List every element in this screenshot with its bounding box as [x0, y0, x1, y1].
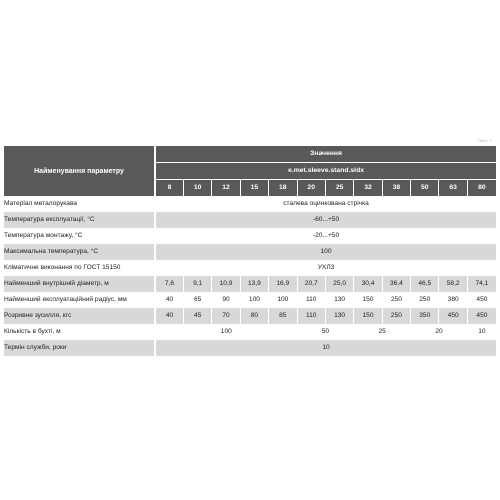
parameter-value: 110	[297, 308, 325, 324]
table-row	[4, 308, 496, 324]
parameter-value: 45	[183, 308, 211, 324]
parameter-value: -60...+50	[155, 212, 496, 228]
parameter-value: 85	[269, 308, 297, 324]
size-header: 18	[269, 180, 297, 197]
size-header: 25	[325, 180, 353, 197]
parameter-value: 20	[411, 324, 468, 340]
parameter-label: Матеріал металорукава	[4, 196, 155, 212]
parameter-value: 450	[439, 308, 467, 324]
parameter-value: 65	[183, 292, 211, 308]
parameter-value: 10	[467, 324, 496, 340]
size-header: 80	[467, 180, 496, 197]
parameter-value: 40	[155, 292, 183, 308]
parameter-value: 450	[467, 292, 496, 308]
parameter-value: сталева оцинкована стрічка	[155, 196, 496, 212]
parameter-value: 30,4	[354, 276, 382, 292]
parameter-value: 13,9	[240, 276, 268, 292]
parameter-label: Найменший експлуатаційний радіус, мм	[4, 292, 155, 308]
parameter-value: 74,1	[467, 276, 496, 292]
parameter-value: 80	[240, 308, 268, 324]
parameter-value: 90	[212, 292, 240, 308]
table-row	[4, 260, 496, 276]
parameter-value: 130	[325, 308, 353, 324]
parameter-value: 16,9	[269, 276, 297, 292]
parameter-value: 250	[382, 292, 410, 308]
parameter-value: 250	[382, 308, 410, 324]
parameter-value: 25,0	[325, 276, 353, 292]
parameter-value: 20,7	[297, 276, 325, 292]
size-header: 10	[183, 180, 211, 197]
parameter-value: 100	[155, 324, 297, 340]
table-row	[4, 324, 496, 340]
parameter-value: 110	[297, 292, 325, 308]
file-name-header: e.met.sleeve.stand.sldx	[155, 163, 496, 180]
parameter-label: Максимальна температура, °С	[4, 244, 155, 260]
size-header: 32	[354, 180, 382, 197]
table-row	[4, 244, 496, 260]
parameter-value: 350	[411, 308, 439, 324]
parameter-value: 46,5	[411, 276, 439, 292]
parameter-value: 10	[155, 340, 496, 356]
parameter-label: Розривне зусилля, кгс	[4, 308, 155, 324]
parameter-label: Кількість в бухті, м	[4, 324, 155, 340]
parameter-value: 380	[439, 292, 467, 308]
parameter-value: 100	[155, 244, 496, 260]
parameter-value: 25	[354, 324, 411, 340]
parameter-value: 100	[240, 292, 268, 308]
parameter-value: 150	[354, 308, 382, 324]
table-row	[4, 228, 496, 244]
table-row	[4, 292, 496, 308]
size-header: 12	[212, 180, 240, 197]
size-header: 63	[439, 180, 467, 197]
size-header: 38	[382, 180, 410, 197]
parameter-label: Найменший внутрішній діаметр, м	[4, 276, 155, 292]
parameter-label: Температура монтажу, °С	[4, 228, 155, 244]
table-row	[4, 276, 496, 292]
parameters-table	[4, 146, 496, 356]
size-header: 15	[240, 180, 268, 197]
parameter-label: Кліматичне виконання по ГОСТ 15150	[4, 260, 155, 276]
size-header: 8	[155, 180, 183, 197]
values-header: Значення	[155, 146, 496, 163]
parameter-value: 70	[212, 308, 240, 324]
parameter-value: 40	[155, 308, 183, 324]
size-header: 50	[411, 180, 439, 197]
parameter-name-header: Найменування параметру	[4, 146, 155, 196]
parameter-value: 100	[269, 292, 297, 308]
table-row	[4, 212, 496, 228]
parameter-label: Термін служби, роки	[4, 340, 155, 356]
parameter-value: 10,9	[212, 276, 240, 292]
parameter-value: 58,2	[439, 276, 467, 292]
parameter-label: Температура експлуатації, °С	[4, 212, 155, 228]
parameter-value: 36,4	[382, 276, 410, 292]
parameter-value: 9,1	[183, 276, 211, 292]
parameter-value: 7,6	[155, 276, 183, 292]
parameter-value: УХЛ3	[155, 260, 496, 276]
parameter-value: 150	[354, 292, 382, 308]
parameter-value: 50	[297, 324, 354, 340]
corner-mark: ТАБЛ. 1	[477, 138, 492, 143]
table-row	[4, 196, 496, 212]
parameter-value: 450	[467, 308, 496, 324]
parameter-value: 250	[411, 292, 439, 308]
table-row	[4, 340, 496, 356]
parameter-value: -20...+50	[155, 228, 496, 244]
size-header: 20	[297, 180, 325, 197]
parameter-value: 130	[325, 292, 353, 308]
